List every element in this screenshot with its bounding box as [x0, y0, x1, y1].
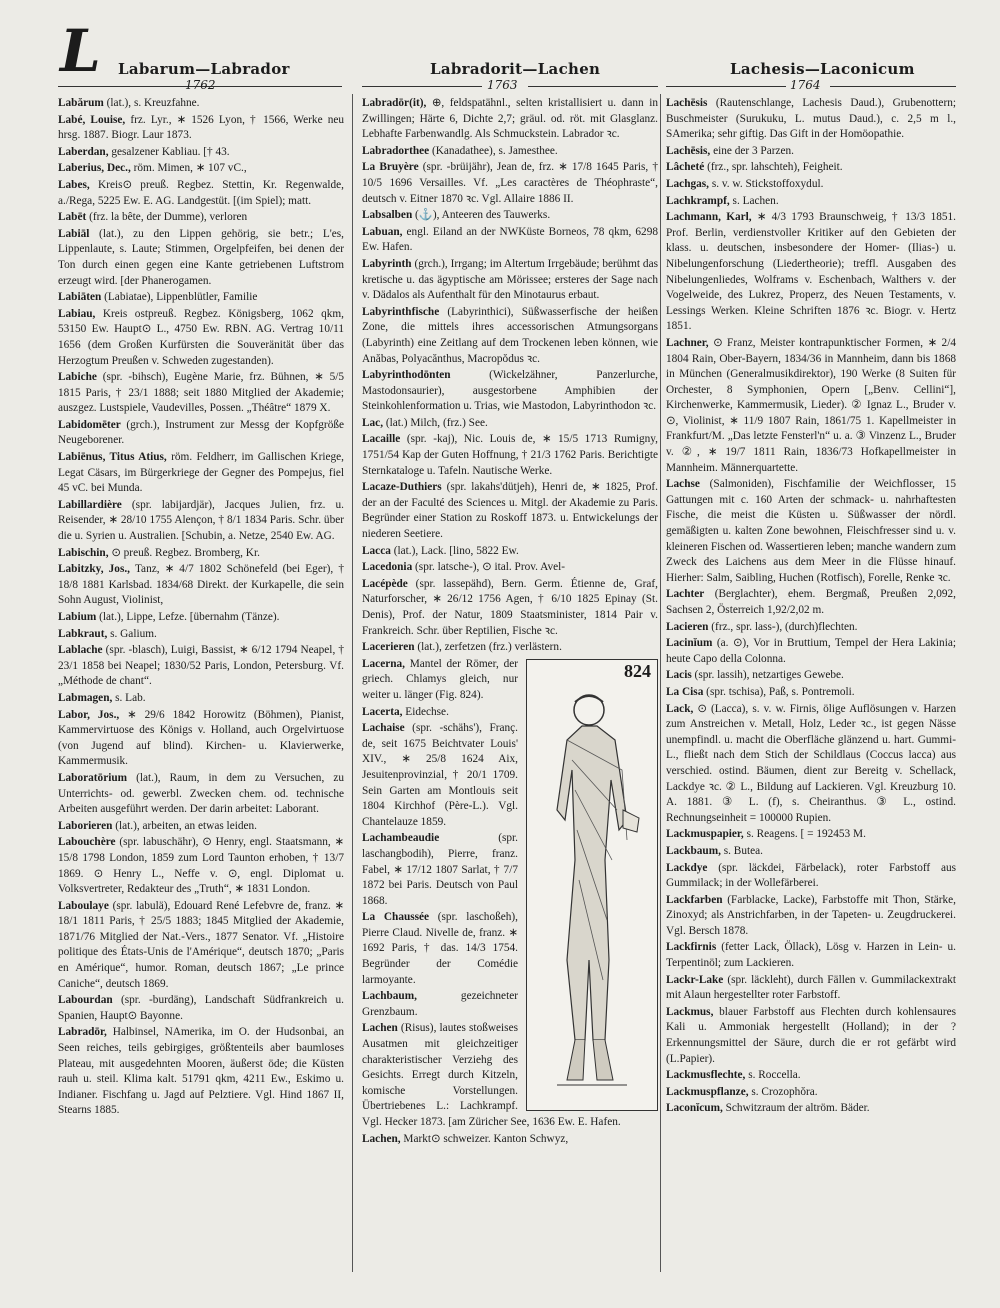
- dictionary-entry: [362, 144, 658, 160]
- dictionary-entry: [666, 827, 956, 843]
- entry-headword: Lacépède: [362, 577, 408, 590]
- dictionary-entry: [666, 177, 956, 193]
- entry-text: gesalzener Kabliau. [† 43.: [108, 145, 230, 158]
- entry-text: s. Butea.: [720, 844, 763, 857]
- entry-headword: Labsalben: [362, 209, 413, 222]
- entry-text: (Risus), lautes stoßweises Ausatmen mit gleichzeitiger charakteristischer Verziehg des Gesichts. Erregt durch Kitzeln, komische Vorstellungen. Übertriebenes L.: Lachkrampf. Vgl. Hecker 1873. [am Züricher See, 1636 Ew. E. Hafen.: [362, 1022, 621, 1128]
- entry-text: (spr. laschangbodih), Pierre, franz. Fabel, ∗ 17/12 1807 Sarlat, † 7/7 1872 bei Paris. Deutsch von Paul 1868.: [362, 832, 518, 907]
- entry-headword: Laboratōrium: [58, 771, 128, 784]
- entry-text: s. Lachen.: [729, 194, 779, 207]
- entry-text: ⊙ Franz, Meister kontrapunktischer Formen, ∗ 2/4 1804 Rain, Ober-Bayern, 1834/36 in Mannheim, dann bis 1868 in München (Generalmusikdirektor), 190 Werke (8 Suiten für Orchester, 8 Symphonien, Opern [„Benv. Cellini“], Kirchenwerke, Kammermusik, Lieder). ② Ignaz L., Bruder v. ⊙, Violinist, ∗ 11/9 1807 Rain, 1861/75 1. Kapellmeister in Frankfurt/M. „Das letzte Fensterl'n“ u. a. ③ Vinzenz L., Bruder v. ②, ∗ 19/7 1811 Rain, 1836/73 Hofkapellmeister in Mannheim. Männerquartette.: [666, 336, 956, 474]
- entry-headword: Lackbaum,: [666, 844, 721, 857]
- entry-text: Mantel der Römer, der griech. Chlamys gleich, nur weiter u. länger (Fig. 824).: [362, 657, 518, 701]
- entry-text: (lat.), zerfetzen (frz.) verlästern.: [414, 641, 562, 654]
- entry-text: engl. Eiland an der NWKüste Borneos, 78 qkm, 6298 Ew. Hafen.: [362, 225, 658, 254]
- figure-number: 824: [624, 660, 651, 681]
- entry-headword: Lacaze-Duthiers: [362, 481, 442, 494]
- entry-headword: Lâcheté: [666, 161, 705, 174]
- entry-text: ⊕, feldspatähnl., selten kristallisiert u. dann in Zwillingen; Härte 6, Dichte 2,7; gräul. od. röt. mit Glasglanz. Lebhafte Farbenwandlg. Als Schmuckstein. Labrador ꝛc.: [362, 97, 658, 141]
- entry-text: (Rautenschlange, Lachesis Daud.), Grubenottern; Buschmeister (Surukuku, L. mutus Daud.), c. 2,5 m l., SAmerika; sehr giftig. Das Gift in der Homöopathie.: [666, 97, 956, 141]
- entry-headword: Labillardière: [58, 498, 122, 511]
- dictionary-entry: [666, 210, 956, 335]
- entry-text: (spr. -schähs'), Franç. de, seit 1675 Beichtvater Louis' XIV., ∗ 25/8 1624 Aix, Jesuitenprovinzial, † 20/1 1709. Sein Garten am Montlouis seit 1804 Kirchhof (Père-L.). Vgl. Chantelauze 1859.: [362, 722, 518, 828]
- rule-right-a: [666, 86, 786, 87]
- entry-headword: Lacaille: [362, 433, 401, 446]
- entry-text: (Wickelzähner, Panzerlurche, Mastodonsaurier), ausgestorbene Amphibien der Steinkohlenformation u. Trias, wie Mastodon, Labyrinthodon ꝛc.: [362, 369, 658, 413]
- section-letter: L: [60, 17, 101, 85]
- entry-headword: Labyrinthodōnten: [362, 369, 451, 382]
- entry-headword: La Cisa: [666, 685, 704, 698]
- entry-headword: Lackdye: [666, 861, 708, 874]
- entry-headword: Lackfarben: [666, 893, 723, 906]
- entry-text: (fetter Lack, Öllack), Lösg v. Harzen in Lein- u. Terpentinöl; zum Lackieren.: [666, 941, 956, 970]
- entry-headword: Labor, Jos.,: [58, 708, 120, 721]
- page-number-center: 1763: [487, 78, 518, 92]
- header-center: Labradorit—Lachen: [430, 60, 601, 78]
- entry-text: (lat.), Raum, in dem zu Versuchen, zu Unterrichts- od. gewerbl. Zwecken chem. od. technische Arbeiten ausgeführt werden. Der darin arbeitet: Laborant.: [58, 771, 344, 816]
- dictionary-entry: [58, 819, 344, 835]
- entry-text: Tanz, ∗ 4/7 1802 Schönefeld (bei Eger), † 18/8 1881 Karlsbad. 1834/68 Direkt. der Kurkapelle, die sein Sohn August, Violinist,: [58, 563, 344, 607]
- entry-text: (Labiatae), Lippenblütler, Familie: [101, 291, 258, 304]
- dictionary-entry: [58, 562, 344, 609]
- dictionary-entry: [666, 1068, 956, 1084]
- entry-headword: Labuan,: [362, 225, 403, 238]
- entry-text: blauer Farbstoff aus Flechten durch kohlensaures Kali u. Ammoniak hergestellt (Holland); in der ? Erkennungsmittel der Säure, durch die er rot gefärbt wird (L.Papier).: [666, 1005, 956, 1065]
- entry-headword: La Chaussée: [362, 911, 430, 924]
- dictionary-entry: [58, 290, 344, 306]
- entry-text: ⊙ preuß. Regbez. Bromberg, Kr.: [108, 546, 260, 559]
- entry-headword: Lachaise: [362, 722, 405, 735]
- entry-text: ⊙ (Lacca), s. v. w. Firnis, ölige Auflösungen v. Harzen zum Anstreichen v. Metall, Holz, Leder ꝛc., ist gegen Nässe unempfindl. u. macht die Oberfläche glänzend u. hart. Gummi-L., fließt nach dem Stich der Schildlaus (Coccus lacca) aus verschied. ostind. Bäumen, dient zur Bereitg v. Schellack, Lackdye ꝛc. ② L., Bildung auf Lackieren. Vgl. Kreuzburg 10. A. 1881. ③ L. (f), s. Cheiranthus. ③ L., ostind. Rechnungseinheit = 100000 Rupien.: [666, 702, 956, 824]
- entry-headword: Lack,: [666, 702, 694, 715]
- entry-headword: Lachner,: [666, 336, 709, 349]
- dictionary-entry: [58, 627, 344, 643]
- dictionary-entry: [666, 685, 956, 701]
- dictionary-entry: [666, 587, 956, 618]
- dictionary-entry: [666, 144, 956, 160]
- entry-headword: Labium: [58, 611, 97, 623]
- entry-text: frz. Lyr., ∗ 1526 Lyon, † 1566, Werke neu hrsg. 1887. Biogr. Laur 1873.: [58, 113, 344, 142]
- dictionary-entry: [58, 1025, 344, 1119]
- column-left: [58, 96, 344, 1276]
- dictionary-entry: [362, 96, 658, 143]
- dictionary-entry: [362, 257, 658, 304]
- dictionary-entry: [58, 498, 344, 545]
- entry-headword: Labyrinthfische: [362, 305, 440, 318]
- rule-center-a: [362, 86, 482, 87]
- entry-text: Halbinsel, NAmerika, im O. der Hudsonbai, an Seen reiches, teils gebirgiges, größtenteils aber baumloses Plateau, mit ausgedehnten Mooren, äußerst öde; die Küsten rauh u. steil. Klima kalt. 51791 qkm, 4211 Ew., Eskimo u. Indianer. Fischfang u. Jagd auf Pelztiere. Vgl. Hind 1867 II, Stearns 1885.: [58, 1026, 344, 1117]
- entry-headword: Lachēsis,: [666, 144, 711, 157]
- dictionary-entry: [58, 899, 344, 993]
- dictionary-entry: [58, 307, 344, 369]
- entry-text: s. Crozophŏra.: [748, 1085, 818, 1098]
- figure-lacerna: [526, 659, 658, 1111]
- entry-headword: Lacieren: [666, 620, 709, 633]
- dictionary-entry: [666, 477, 956, 586]
- dictionary-entry: [362, 432, 658, 479]
- entry-text: röm. Feldherr, im Gallischen Kriege, Legat Cäsars, im Bürgerkriege der Gegner des Pompejus, fiel 45 vC. bei Munda.: [58, 451, 344, 495]
- dictionary-entry: [58, 113, 344, 144]
- entry-text: s. Lab.: [112, 691, 146, 704]
- entry-text: (spr. latsche-), ⊙ ital. Prov. Avel-: [412, 561, 566, 574]
- dictionary-entry: [666, 893, 956, 940]
- entry-text: (spr. laschoßeh), Pierre Claud. Nivelle de, franz. ∗ 1692 Paris, † das. 14/3 1754. Begründer der Comédie larmoyante.: [362, 911, 518, 986]
- entry-headword: Lackfirnis: [666, 941, 717, 954]
- entry-headword: Labmagen,: [58, 691, 113, 704]
- dictionary-entry: [666, 702, 956, 827]
- column-divider-1: [352, 94, 353, 1272]
- entry-text: (spr. -brüijähr), Jean de, frz. ∗ 17/8 1645 Paris, † 10/5 1696 Versailles. Vf. „Les caractères de Théophraste“, deutsch v. Eitner 1870 ꝛc. Vgl. Allaire 1886 II.: [362, 161, 658, 205]
- dictionary-entry: [362, 225, 658, 256]
- entry-text: (Berglachter), ehem. Bergmaß, Preußen 2,092, Sachsen 2, Österreich 1,92/2,02 m.: [666, 588, 956, 616]
- entry-text: (spr. labuschähr), ⊙ Henry, engl. Staatsmann, ∗ 15/8 1798 London, 1859 zum Lord Taunton erhoben, † 13/7 1869. ⊙ Henry L., Neffe v. ⊙, engl. Diplomat u. Volksvertreter, Redakteur des „Truth“, ∗ 1831 London.: [58, 836, 344, 896]
- entry-headword: Lachse: [666, 478, 700, 491]
- dictionary-entry: [362, 560, 658, 576]
- dictionary-entry: [58, 161, 344, 177]
- entry-text: (lat.), s. Kreuzfahne.: [103, 97, 200, 109]
- dictionary-entry: [666, 194, 956, 210]
- entry-text: (Salmoniden), Fischfamilie der Weichflosser, 15 Gattungen mit c. 160 Arten der schmack- u. nahrhaftesten Fische, die meist die Küsten u. Süßwasser der nördl. gemäßigten u. kalten Zone bewohnen, Fleischfresser sind u. v. kleineren Fischen od. Wassertieren leben; manche wandern zum Zweck des Laichens aus dem Meer in die Flüsse hinauf. Hierher: Salm, Saibling, Huchen (Rotfisch), Forelle, Renke ꝛc.: [666, 478, 956, 584]
- entry-text: Eidechse.: [402, 705, 449, 718]
- dictionary-entry: [666, 160, 956, 176]
- entry-headword: Lachkrampf,: [666, 194, 730, 207]
- entry-text: s. v. w. Stickstoffoxydul.: [709, 177, 824, 190]
- entry-headword: Lachen: [362, 1022, 398, 1035]
- entry-headword: Lachen,: [362, 1132, 401, 1145]
- entry-text: röm. Mimen, ∗ 107 vC.,: [130, 162, 247, 175]
- dictionary-entry: [362, 544, 658, 560]
- page-number-right: 1764: [790, 78, 821, 92]
- entry-text: s. Galium.: [107, 627, 157, 640]
- dictionary-entry: [362, 577, 658, 639]
- entry-headword: Labyrinth: [362, 257, 412, 270]
- dictionary-entry: [666, 844, 956, 860]
- dictionary-entry: [58, 227, 344, 289]
- dictionary-entry: [362, 416, 658, 432]
- entry-text: eine der 3 Parzen.: [710, 144, 794, 157]
- dictionary-entry: [362, 1132, 658, 1148]
- entry-headword: Labiāl: [58, 227, 90, 240]
- entry-text: s. Reagens. [ = 192453 M.: [743, 828, 866, 841]
- entry-text: (spr. -burdäng), Landschaft Südfrankreich u. Spanien, Haupt⊙ Bayonne.: [58, 994, 344, 1022]
- entry-text: (a. ⊙), Vor in Bruttium, Tempel der Hera Lakinia; heute Capo della Colonna.: [666, 637, 956, 665]
- dictionary-entry: [666, 861, 956, 892]
- entry-text: (grch.), Instrument zur Messg der Kopfgröße Neugeborener.: [58, 418, 344, 447]
- entry-text: (lat.), arbeiten, an etwas leiden.: [112, 819, 257, 832]
- column-right: [666, 96, 956, 1276]
- entry-headword: Labischin,: [58, 546, 109, 559]
- entry-headword: Laboulaye: [58, 899, 109, 912]
- entry-headword: Lacerna,: [362, 657, 405, 670]
- entry-headword: Labradorthee: [362, 144, 430, 157]
- dictionary-entry: [58, 610, 344, 626]
- entry-headword: Lackr-Lake: [666, 973, 724, 986]
- entry-text: Schwitzraum der altröm. Bäder.: [722, 1102, 870, 1115]
- entry-text: Markt⊙ schweizer. Kanton Schwyz,: [400, 1132, 569, 1145]
- header-left: Labarum—Labrador: [118, 60, 290, 78]
- entry-headword: Lacerta,: [362, 705, 403, 718]
- dictionary-entry: [362, 305, 658, 367]
- entry-headword: Labradōr,: [58, 1026, 107, 1039]
- dictionary-entry: [666, 1005, 956, 1067]
- entry-text: (spr. tschisa), Paß, s. Pontremoli.: [703, 685, 855, 698]
- dictionary-entry: [58, 450, 344, 497]
- dictionary-entry: [666, 973, 956, 1004]
- entry-text: Kreis ostpreuß. Regbez. Königsberg, 1062 qkm, 53150 Ew. Haupt⊙ L., 4750 Ew. RBN. AG. Vertrag 10/11 1656 (dem Großen Kurfürsten die Souveränität über das Herzogtum Preußen v. Schweden zugestanden).: [58, 307, 344, 367]
- column-divider-2: [660, 94, 661, 1272]
- entry-text: (spr. lassepähd), Bern. Germ. Étienne de, Graf, Naturforscher, ∗ 26/12 1756 Agen, † 6/10 1825 Epinay (St. Denis), Prof. der Natur, 1809 Staatsminister, 1814 Pair v. Frankreich. Schr. über Reptilien, Fische ꝛc.: [362, 577, 658, 637]
- entry-text: (⚓), Anteeren des Tauwerks.: [412, 209, 551, 222]
- entry-headword: Labiāten: [58, 291, 102, 304]
- entry-text: (spr. labijardjär), Jacques Julien, frz. u. Reisender, ∗ 28/10 1755 Alençon, † 8/1 1834 Paris. Schr. über die u. Syrien u. Australien. [Schubin, a. Netze, 2540 Ew. AG.: [58, 498, 344, 543]
- dictionary-entry: [58, 96, 344, 112]
- dictionary-entry: [666, 1101, 956, 1117]
- dictionary-entry: [362, 480, 658, 542]
- entry-text: (Labyrinthici), Süßwasserfische der heißen Zone, die mittels ihres accessorischen Atmungsorgans (Labyrinth) eine Zeitlang auf dem Trockenen leben können, wie Anăbas, Polyacănthus, Macropŏdus ꝛc.: [362, 305, 658, 365]
- entry-text: (Kanadathee), s. Jamesthee.: [429, 144, 558, 157]
- entry-headword: Labiēnus, Titus Atius,: [58, 451, 167, 464]
- entry-text: (Farblacke, Lacke), Farbstoffe mit Thon, Stärke, Zinoxyd; als Anstrichfarben, in der Tapeten- u. Zeugdruckerei. Vgl. Bersch 1878.: [666, 893, 956, 937]
- entry-headword: Labitzky, Jos.,: [58, 563, 130, 576]
- entry-headword: Lackmuspflanze,: [666, 1085, 749, 1098]
- entry-headword: Lachēsis: [666, 97, 708, 109]
- entry-text: (grch.), Irrgang; im Altertum Irrgebäude; berühmt das kretische u. das ägyptische am Mörissee; ersteres der Sage nach v. Dädalos als Aufenthalt für den Minotaurus erbaut.: [362, 257, 658, 302]
- rule-right-b: [830, 86, 956, 87]
- entry-text: (spr. läckdei, Färbelack), roter Farbstoff aus Gummilack; in der Wollefärberei.: [666, 861, 956, 890]
- entry-headword: Labé, Louise,: [58, 113, 126, 126]
- entry-headword: Laberdan,: [58, 145, 109, 158]
- entry-text: (frz., spr. lass-), (durch)flechten.: [708, 620, 858, 633]
- dictionary-entry: [362, 368, 658, 415]
- dictionary-entry: [58, 708, 344, 770]
- entry-headword: Lacinĭum: [666, 637, 713, 650]
- entry-headword: Lackmusflechte,: [666, 1069, 746, 1082]
- entry-text: (spr. -kaj), Nic. Louis de, ∗ 15/5 1713 Rumigny, 1751/54 Kap der Guten Hoffnung, † 21/3 1762 Paris. Berichtigte Sternkataloge u. Tafeln. Nautische Werke.: [362, 433, 658, 477]
- entry-headword: Lackmuspapier,: [666, 828, 744, 841]
- entry-text: (spr. lakahs'dütjeh), Henri de, ∗ 1825, Prof. der an der Faculté des Sciences u. Mitgl. der Akademie zu Paris. Begründer einer Station zu Roskoff 1873. u. Entwickelungs der niederen Seetiere.: [362, 481, 658, 541]
- entry-text: (spr. -blasch), Luigi, Bassist, ∗ 6/12 1794 Neapel, † 23/1 1858 bei Neapel; 1830/52 Paris, London, Petersburg. Vf. „Méthode de chant“.: [58, 644, 344, 688]
- header-right: Lachesis—Laconicum: [730, 60, 915, 78]
- dictionary-entry: [58, 178, 344, 209]
- entry-headword: Lablache: [58, 644, 103, 657]
- dictionary-entry: [666, 636, 956, 667]
- entry-headword: Lackmus,: [666, 1005, 714, 1018]
- entry-text: s. Roccella.: [745, 1069, 801, 1082]
- dictionary-entry: [666, 1085, 956, 1101]
- entry-headword: Labes,: [58, 178, 90, 191]
- dictionary-entry: [58, 210, 344, 226]
- entry-headword: Laberius, Dec.,: [58, 162, 131, 175]
- rule-center-b: [528, 86, 658, 87]
- entry-text: (frz. la bête, der Dumme), verloren: [86, 211, 248, 224]
- dictionary-entry: [58, 643, 344, 690]
- entry-headword: Lac,: [362, 416, 384, 429]
- roman-figure-illustration: [527, 660, 657, 1110]
- dictionary-entry: [666, 940, 956, 971]
- entry-headword: Lacis: [666, 669, 692, 682]
- entry-headword: Labourdan: [58, 994, 113, 1007]
- dictionary-entry: [362, 160, 658, 207]
- entry-headword: Lachambeaudie: [362, 832, 440, 845]
- entry-text: (lat.) Milch, (frz.) See.: [383, 416, 488, 429]
- entry-text: (spr. läckleht), durch Fällen v. Gummilackextrakt mit Alaun hergestellter roter Farbstoff.: [666, 973, 956, 1002]
- dictionary-entry: [58, 145, 344, 161]
- page-number-left: 1762: [185, 78, 216, 92]
- entry-headword: Labouchère: [58, 836, 116, 849]
- dictionary-entry: [58, 835, 344, 897]
- dictionary-entry: [58, 993, 344, 1024]
- entry-text: (spr. lassih), netzartiges Gewebe.: [691, 669, 844, 682]
- entry-headword: Labradōr(it),: [362, 97, 427, 109]
- dictionary-entry: [58, 418, 344, 449]
- entry-headword: La Bruyère: [362, 161, 419, 174]
- entry-headword: Lacerieren: [362, 641, 415, 654]
- entry-text: (spr. labulä), Edouard René Lefebvre de, franz. ∗ 18/1 1811 Paris, † 25/5 1883; 1845 Mitglied der Akademie, 1871/76 Mitglied der Nat.-Vers., 1877 Senator. Vf. „Histoire politique des États-Unis de l'Amérique“, deutsch 1870; „Paris en Amérique“, humor. Roman, deutsch 1867; „Le prince Caniche“, deutsch 1869.: [58, 899, 344, 990]
- dictionary-entry: [362, 208, 658, 224]
- dictionary-entry: [666, 336, 956, 476]
- entry-headword: Laborieren: [58, 819, 113, 832]
- entry-headword: Lachgas,: [666, 177, 709, 190]
- entry-text: (lat.), Lack. [lino, 5822 Ew.: [390, 544, 519, 557]
- entry-headword: Labiau,: [58, 307, 96, 320]
- entry-headword: Labărum: [58, 97, 104, 109]
- entry-headword: Lacedonia: [362, 561, 413, 574]
- entry-text: (lat.), Lippe, Lefze. [übernahm (Tänze).: [96, 611, 280, 623]
- entry-headword: Labidomēter: [58, 418, 121, 431]
- entry-text: (frz., spr. lahschteh), Feigheit.: [704, 161, 843, 174]
- entry-text: Kreis⊙ preuß. Regbez. Stettin, Kr. Regenwalde, a./Rega, 5225 Ew. E. AG. Landgestüt. [(im Spiel); matt.: [58, 178, 344, 207]
- entry-headword: Lachter: [666, 588, 705, 601]
- entry-text: gezeichneter Grenzbaum.: [362, 990, 518, 1018]
- entry-headword: Labkraut,: [58, 627, 108, 640]
- entry-headword: Lachbaum,: [362, 990, 417, 1003]
- entry-text: ∗ 4/3 1793 Braunschweig, † 13/3 1851. Prof. Berlin, verdienstvoller Kritiker auf den Gebieten der klass. u. deutschen, insbesondere der Homer- (Ilias-) u. Nibelungenforschung (Liedertheorie); treffl. Ausgaben des Nibelungenliedes, Wolframs v. Eschenbach, Walthers v. der Vogelweide, des Lukrez, Properz, des Neuen Testaments, v. Lessings Werken. Kleine Schriften 1876 ꝛc. Biogr. v. Hertz 1851.: [666, 211, 956, 333]
- entry-text: ∗ 29/6 1842 Horowitz (Böhmen), Pianist, Kammervirtuose des Königs v. Holland, auch Orgelvirtuose (von Jugend auf blind). Kirchen- u. Klavierwerke, Kammermusik.: [58, 708, 344, 768]
- column-center: [362, 96, 658, 1276]
- dictionary-entry: [666, 668, 956, 684]
- entry-headword: Lachmann, Karl,: [666, 211, 752, 224]
- dictionary-entry: [362, 640, 658, 656]
- entry-text: (lat.), zu den Lippen gehörig, sie betr.; L'es, Lippenlaute, s. Laute; Stimmen, Orgelpfeifen, bei denen der Ton durch einen gegen eine Kante getriebenen Luftstrom erzeugt wird. [der Phanerogamen.: [58, 227, 344, 287]
- dictionary-entry: [58, 691, 344, 707]
- entry-headword: Labiche: [58, 371, 97, 384]
- dictionary-entry: [58, 546, 344, 562]
- entry-headword: Labēt: [58, 211, 87, 224]
- entry-headword: Laconĭcum,: [666, 1102, 723, 1115]
- dictionary-entry: [58, 370, 344, 417]
- rule-left-b: [230, 86, 342, 87]
- entry-headword: Lacca: [362, 544, 391, 557]
- dictionary-entry: [666, 96, 956, 143]
- entry-text: (spr. -bihsch), Eugène Marie, frz. Bühnen, ∗ 5/5 1815 Paris, † 23/1 1888; seit 1880 Mitglied der Akademie; auszgez. Lustspiele, Vaudevilles, Possen. „Théâtre“ 1879 X.: [58, 371, 344, 415]
- dictionary-entry: [666, 620, 956, 636]
- dictionary-entry: [58, 771, 344, 818]
